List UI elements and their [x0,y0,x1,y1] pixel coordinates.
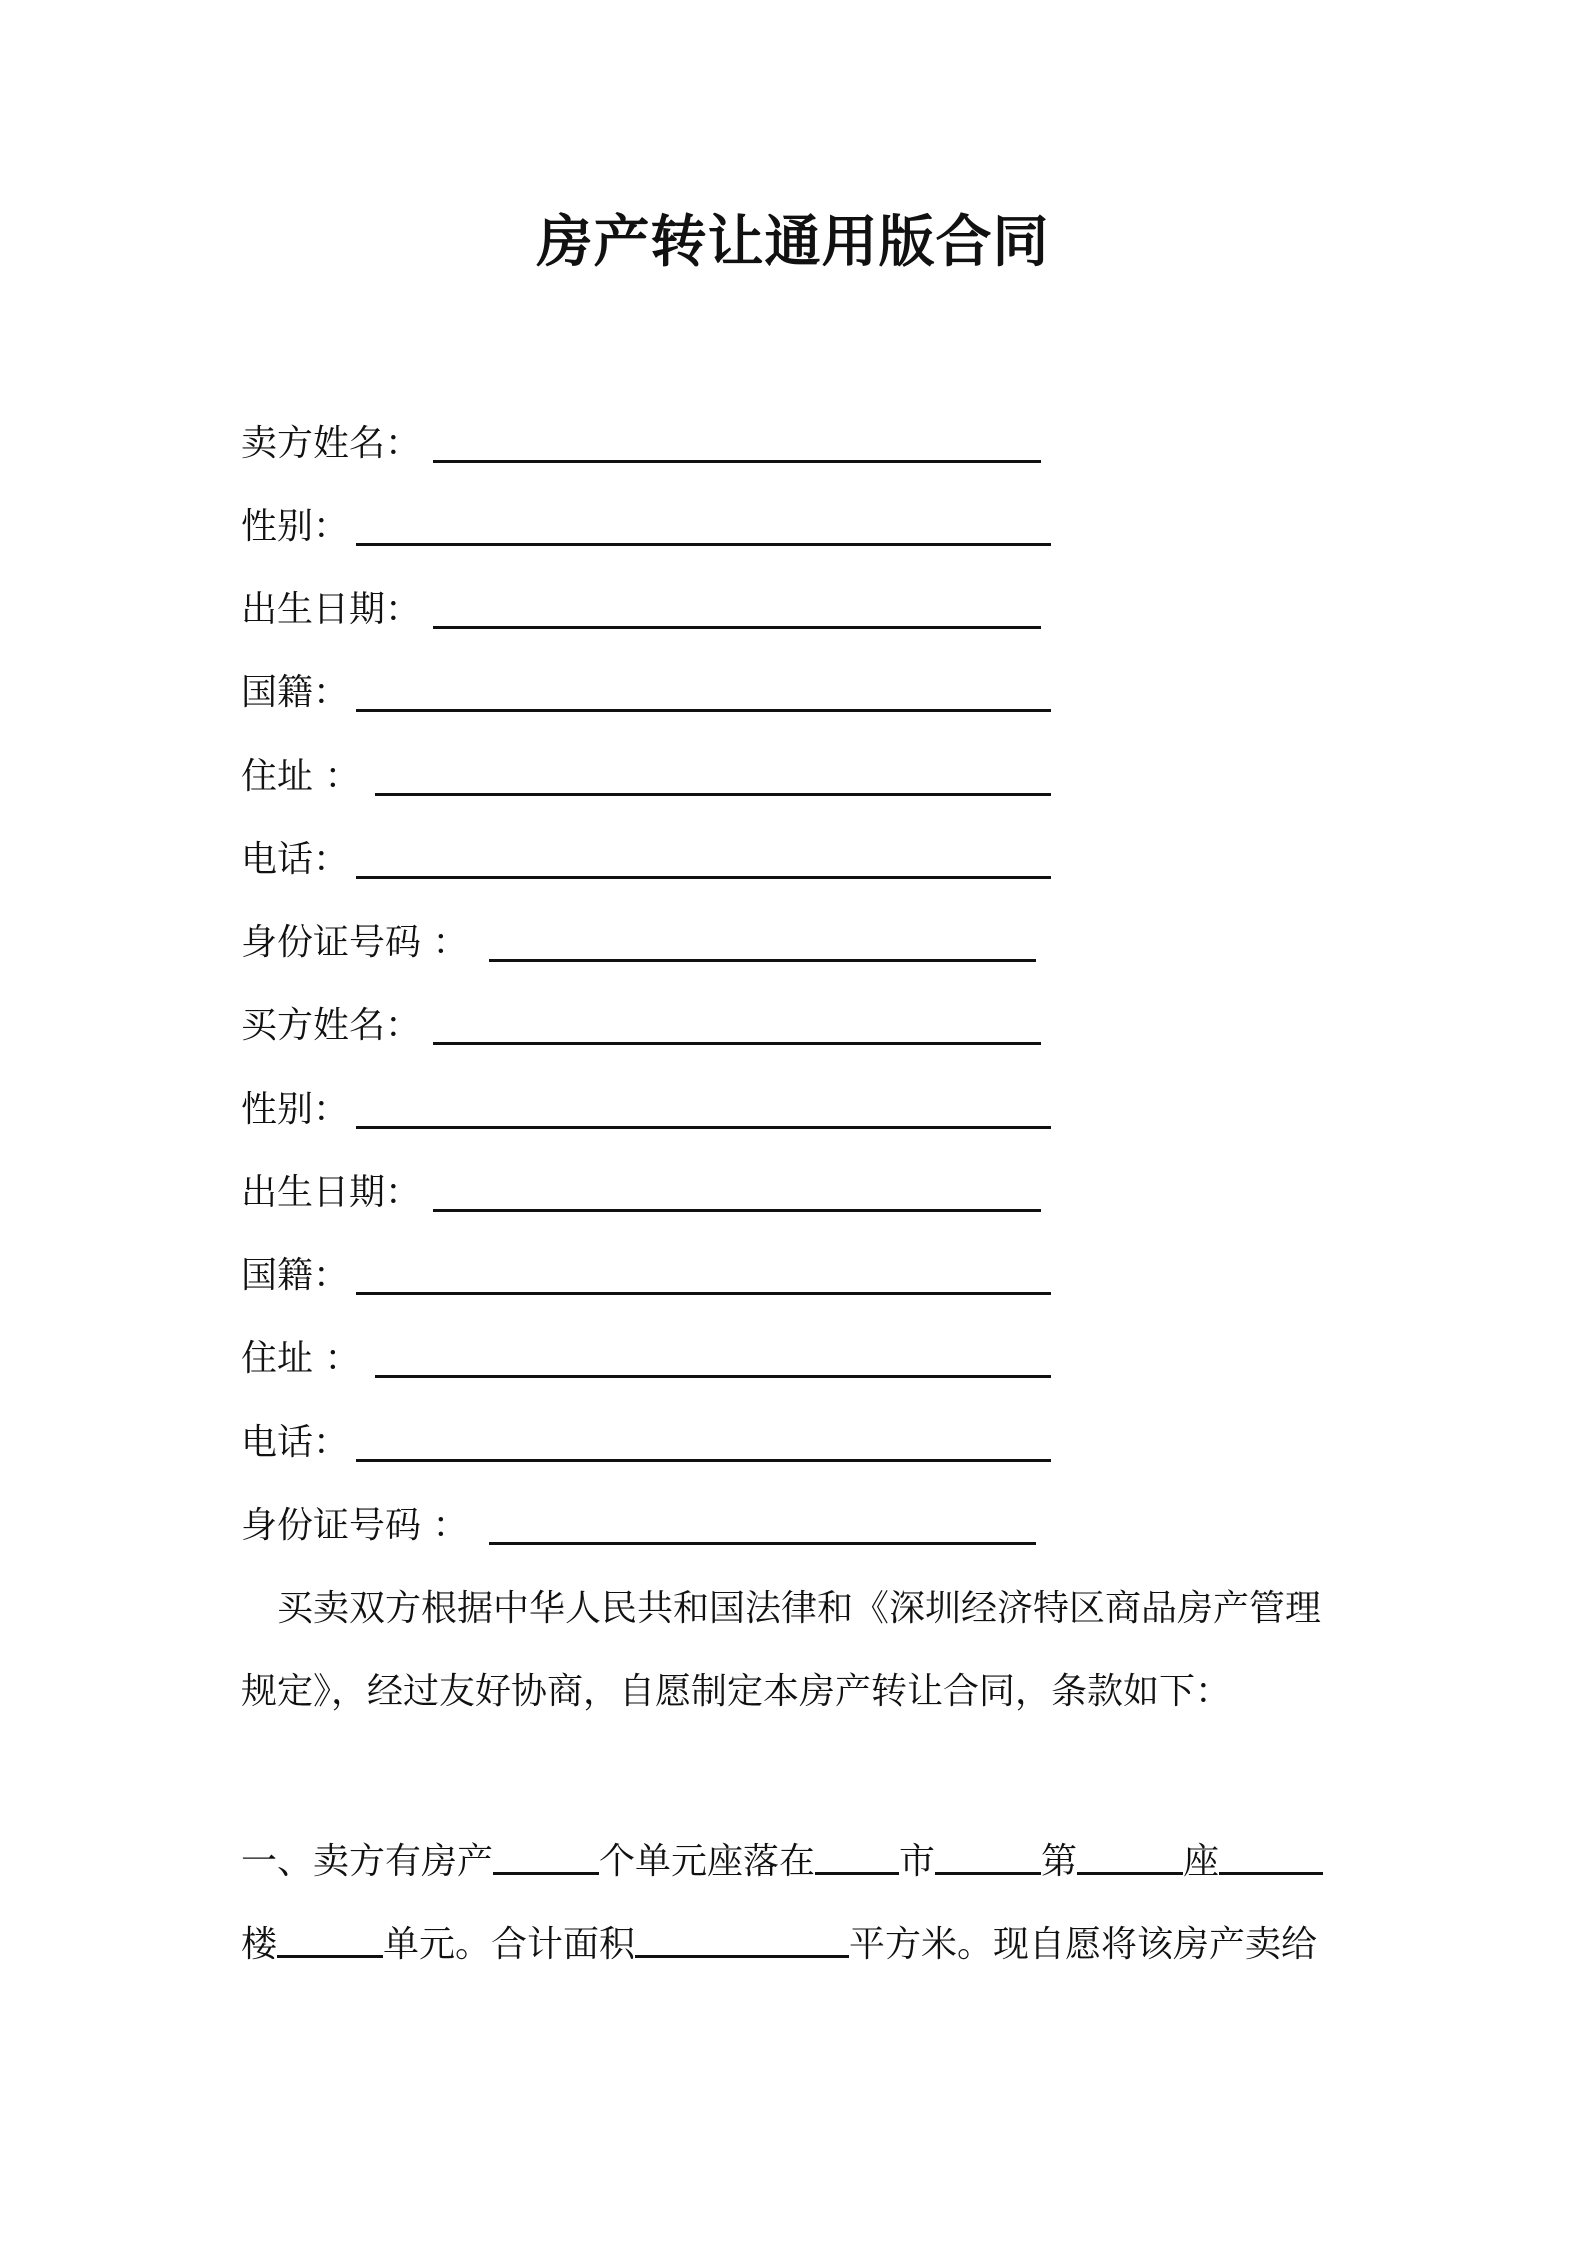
seller-address-label: 住址 ： [241,756,361,797]
buyer-name-field[interactable] [241,996,1041,1056]
buyer-phone-blank[interactable] [356,1459,1051,1462]
buyer-id-field[interactable] [241,1496,1036,1556]
clause-1-text-2: 个单元座落在 [599,1841,816,1882]
seller-id-blank[interactable] [489,959,1036,962]
buyer-name-blank[interactable] [433,1042,1041,1045]
document-title: 房产转让通用版合同 [536,210,1050,275]
clause-1-text-3: 市 [899,1841,936,1882]
area-blank[interactable] [635,1911,849,1958]
district-blank[interactable] [935,1828,1041,1875]
seller-id-label: 身份证号码 ： [241,922,469,963]
clause-1-text-6: 楼 [241,1924,278,1965]
clause-1-line-1 [241,1828,1361,1892]
seller-birth-label: 出生日期： [241,589,422,630]
buyer-birth-label: 出生日期： [241,1172,422,1213]
seller-name-blank[interactable] [433,460,1041,463]
seller-birth-field[interactable] [241,580,1041,640]
buyer-phone-label: 电话： [241,1422,350,1463]
buyer-gender-blank[interactable] [356,1126,1051,1129]
unit-count-blank[interactable] [493,1828,599,1875]
floor-blank[interactable] [277,1911,383,1958]
buyer-id-blank[interactable] [489,1542,1036,1545]
buyer-nationality-field[interactable] [241,1246,1051,1306]
buyer-birth-field[interactable] [241,1163,1041,1223]
seller-name-label: 卖方姓名： [241,423,422,464]
seller-nationality-blank[interactable] [356,709,1051,712]
buyer-birth-blank[interactable] [433,1209,1041,1212]
buyer-name-label: 买方姓名： [241,1005,422,1046]
clause-1-text-1: 一、卖方有房产 [241,1841,494,1882]
city-blank[interactable] [815,1828,899,1875]
buyer-id-label: 身份证号码 ： [241,1505,469,1546]
clause-1-text-7: 单元。合计面积 [383,1924,636,1965]
seller-id-field[interactable] [241,913,1036,973]
block-blank[interactable] [1077,1828,1183,1875]
buyer-nationality-blank[interactable] [356,1292,1051,1295]
buyer-gender-field[interactable] [241,1080,1051,1140]
intro-line-1: 买卖双方根据中华人民共和国法律和《深圳经济特区商品房产管理 [277,1588,1322,1629]
buyer-nationality-label: 国籍： [241,1255,350,1296]
intro-line-2: 规定》，经过友好协商，自愿制定本房产转让合同，条款如下： [241,1671,1232,1712]
buyer-phone-field[interactable] [241,1413,1051,1473]
seller-name-field[interactable] [241,414,1041,474]
clause-1-line-2 [241,1911,1361,1975]
seller-address-blank[interactable] [375,793,1051,796]
clause-1-text-4: 第 [1041,1841,1078,1882]
clause-1-text-5: 座 [1183,1841,1220,1882]
seller-gender-label: 性别： [241,506,350,547]
seller-nationality-label: 国籍： [241,672,350,713]
buyer-gender-label: 性别： [241,1089,350,1130]
building-blank[interactable] [1219,1828,1323,1875]
seller-gender-blank[interactable] [356,543,1051,546]
buyer-address-label: 住址 ： [241,1338,361,1379]
buyer-address-blank[interactable] [375,1375,1051,1378]
seller-birth-blank[interactable] [433,626,1041,629]
buyer-address-field[interactable] [241,1329,1051,1389]
clause-1-text-8: 平方米。现自愿将该房产卖给 [849,1924,1318,1965]
seller-address-field[interactable] [241,747,1051,807]
seller-phone-field[interactable] [241,830,1051,890]
seller-gender-field[interactable] [241,497,1051,557]
seller-phone-blank[interactable] [356,876,1051,879]
seller-phone-label: 电话： [241,839,350,880]
seller-nationality-field[interactable] [241,663,1051,723]
